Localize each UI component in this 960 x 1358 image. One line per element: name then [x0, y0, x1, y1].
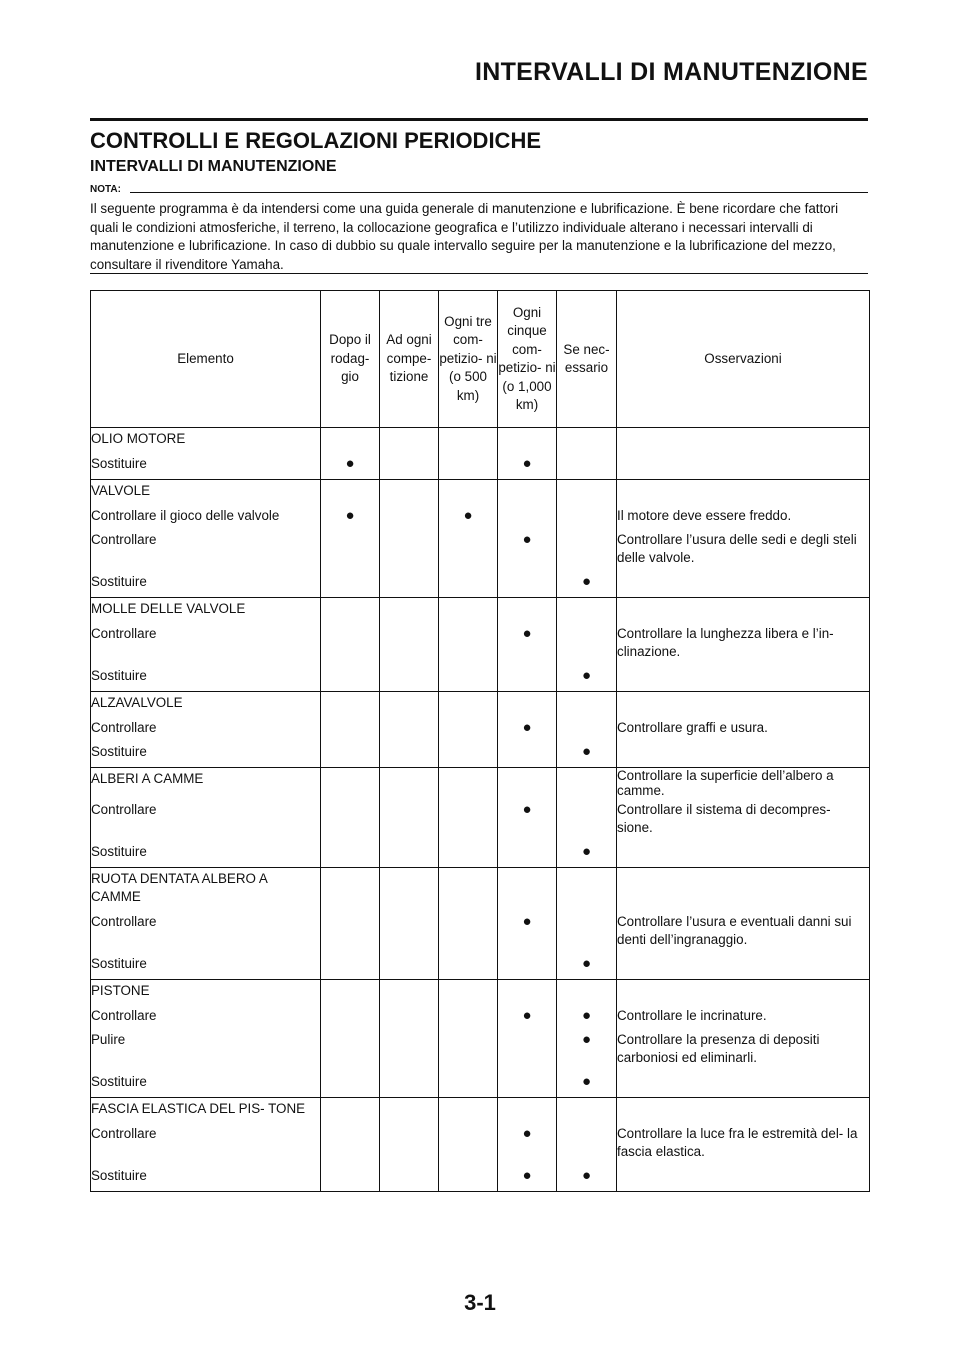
- header-rule: [90, 118, 868, 121]
- table-group: [91, 768, 870, 868]
- item-observation: [617, 1070, 870, 1098]
- item-label: Sostituire: [91, 952, 321, 980]
- item-label: Sostituire: [91, 840, 321, 868]
- bullet-mark: ●: [557, 740, 617, 768]
- table-row: [91, 1070, 870, 1098]
- group-note: [617, 428, 870, 453]
- bullet-mark: ●: [498, 1164, 557, 1192]
- item-label: Sostituire: [91, 664, 321, 692]
- item-label: Pulire: [91, 1028, 321, 1070]
- item-observation: Controllare graffi e usura.: [617, 716, 870, 740]
- table-group: [91, 428, 870, 480]
- group-title: ALBERI A CAMME: [91, 768, 321, 799]
- bullet-mark: ●: [557, 570, 617, 598]
- bullet-mark: ●: [557, 952, 617, 980]
- table-row: [91, 480, 870, 505]
- group-title: OLIO MOTORE: [91, 428, 321, 453]
- group-note: [617, 598, 870, 623]
- item-label: Controllare: [91, 798, 321, 840]
- table-row: [91, 504, 870, 528]
- nota-rule: [130, 192, 868, 193]
- item-observation: Controllare la luce fra le estremità del- la fascia elastica.: [617, 1122, 870, 1164]
- item-observation: [617, 452, 870, 480]
- table-group: [91, 868, 870, 980]
- header-ogni-cinque-competizioni: Ogni cinque com- petizio- ni (o 1,000 km): [498, 291, 557, 428]
- item-observation: Controllare le incrinature.: [617, 1004, 870, 1028]
- item-label: Controllare: [91, 622, 321, 664]
- group-title: MOLLE DELLE VALVOLE: [91, 598, 321, 623]
- table-row: [91, 528, 870, 570]
- header-ad-ogni-competizione: Ad ogni compe- tizione: [380, 291, 439, 428]
- table-row: [91, 1164, 870, 1192]
- bullet-mark: ●: [498, 1004, 557, 1028]
- table-group: [91, 1098, 870, 1192]
- group-title: PISTONE: [91, 980, 321, 1005]
- table-row: [91, 570, 870, 598]
- bullet-mark: ●: [557, 664, 617, 692]
- item-observation: Controllare la lunghezza libera e l’in- clinazione.: [617, 622, 870, 664]
- group-title: RUOTA DENTATA ALBERO A CAMME: [91, 868, 321, 911]
- section-subtitle: INTERVALLI DI MANUTENZIONE: [90, 158, 337, 175]
- table-row: [91, 664, 870, 692]
- group-title: ALZAVALVOLE: [91, 692, 321, 717]
- item-observation: Controllare la presenza di depositi carboniosi ed eliminarli.: [617, 1028, 870, 1070]
- maintenance-schedule-table: [90, 290, 870, 1192]
- bullet-mark: ●: [498, 622, 557, 664]
- item-label: Controllare il gioco delle valvole: [91, 504, 321, 528]
- group-note: [617, 868, 870, 911]
- table-row: [91, 910, 870, 952]
- item-observation: Controllare l’usura e eventuali danni sui denti dell’ingranaggio.: [617, 910, 870, 952]
- group-note: [617, 1098, 870, 1123]
- table-row: [91, 798, 870, 840]
- table-row: [91, 1098, 870, 1123]
- group-note: [617, 480, 870, 505]
- item-label: Sostituire: [91, 1164, 321, 1192]
- table-row: [91, 1004, 870, 1028]
- item-observation: [617, 664, 870, 692]
- table-row: [91, 952, 870, 980]
- bullet-mark: ●: [498, 452, 557, 480]
- item-observation: [617, 952, 870, 980]
- table-row: [91, 598, 870, 623]
- bullet-mark: ●: [498, 716, 557, 740]
- table-row: [91, 716, 870, 740]
- bullet-mark: ●: [321, 452, 380, 480]
- bullet-mark: ●: [498, 1122, 557, 1164]
- group-title: FASCIA ELASTICA DEL PIS- TONE: [91, 1098, 321, 1123]
- table-row: [91, 740, 870, 768]
- bullet-mark: ●: [498, 528, 557, 570]
- item-label: Sostituire: [91, 1070, 321, 1098]
- group-note: Controllare la superficie dell’albero a camme.: [617, 768, 870, 799]
- section-title: CONTROLLI E REGOLAZIONI PERIODICHE: [90, 128, 542, 153]
- header-ogni-tre-competizioni: Ogni tre com- petizio- ni (o 500 km): [439, 291, 498, 428]
- page-header-title: INTERVALLI DI MANUTENZIONE: [475, 58, 868, 86]
- bullet-mark: ●: [557, 1164, 617, 1192]
- header-dopo-rodaggio: Dopo il rodag- gio: [321, 291, 380, 428]
- bullet-mark: ●: [557, 1004, 617, 1028]
- item-label: Sostituire: [91, 452, 321, 480]
- header-osservazioni: Osservazioni: [617, 291, 870, 428]
- item-observation: Il motore deve essere freddo.: [617, 504, 870, 528]
- table-group: [91, 480, 870, 598]
- table-header-row: [91, 291, 870, 428]
- nota-label: NOTA:: [90, 184, 121, 195]
- nota-text: Il seguente programma è da intendersi come una guida generale di manutenzione e lubrificazione. È bene ricordare che fattori quali le condizioni atmosferiche, il terreno, la collocazione geografica e l’utilizzo individuale alterano i necessari intervalli di manutenzione e lubrificazione. In caso di dubbio su quale intervallo seguire per la manutenzione e la lubrificazione del mezzo, consultare il rivenditore Yamaha.: [90, 201, 839, 272]
- item-observation: [617, 740, 870, 768]
- item-label: Controllare: [91, 910, 321, 952]
- table-row: [91, 980, 870, 1005]
- table-row: [91, 1028, 870, 1070]
- table-group: [91, 598, 870, 692]
- bullet-mark: ●: [557, 1028, 617, 1070]
- bullet-mark: ●: [439, 504, 498, 528]
- item-label: Controllare: [91, 528, 321, 570]
- page-number: 3-1: [464, 1290, 496, 1315]
- table-row: [91, 868, 870, 911]
- table-group: [91, 692, 870, 768]
- table-row: [91, 1122, 870, 1164]
- bullet-mark: ●: [498, 910, 557, 952]
- item-observation: Controllare l’usura delle sedi e degli steli delle valvole.: [617, 528, 870, 570]
- table-group: [91, 980, 870, 1098]
- table-row: [91, 840, 870, 868]
- group-title: VALVOLE: [91, 480, 321, 505]
- nota-bottom-rule: [90, 273, 868, 274]
- item-observation: [617, 570, 870, 598]
- header-elemento: Elemento: [91, 291, 321, 428]
- table-row: [91, 428, 870, 453]
- table-row: [91, 768, 870, 799]
- item-label: Controllare: [91, 1004, 321, 1028]
- group-note: [617, 692, 870, 717]
- bullet-mark: ●: [557, 840, 617, 868]
- table-row: [91, 452, 870, 480]
- group-note: [617, 980, 870, 1005]
- bullet-mark: ●: [557, 1070, 617, 1098]
- item-observation: [617, 840, 870, 868]
- item-observation: [617, 1164, 870, 1192]
- item-label: Sostituire: [91, 570, 321, 598]
- bullet-mark: ●: [321, 504, 380, 528]
- item-observation: Controllare il sistema di decompres- sione.: [617, 798, 870, 840]
- table-row: [91, 622, 870, 664]
- header-se-necessario: Se nec- essario: [557, 291, 617, 428]
- item-label: Sostituire: [91, 740, 321, 768]
- bullet-mark: ●: [498, 798, 557, 840]
- item-label: Controllare: [91, 1122, 321, 1164]
- table-row: [91, 692, 870, 717]
- item-label: Controllare: [91, 716, 321, 740]
